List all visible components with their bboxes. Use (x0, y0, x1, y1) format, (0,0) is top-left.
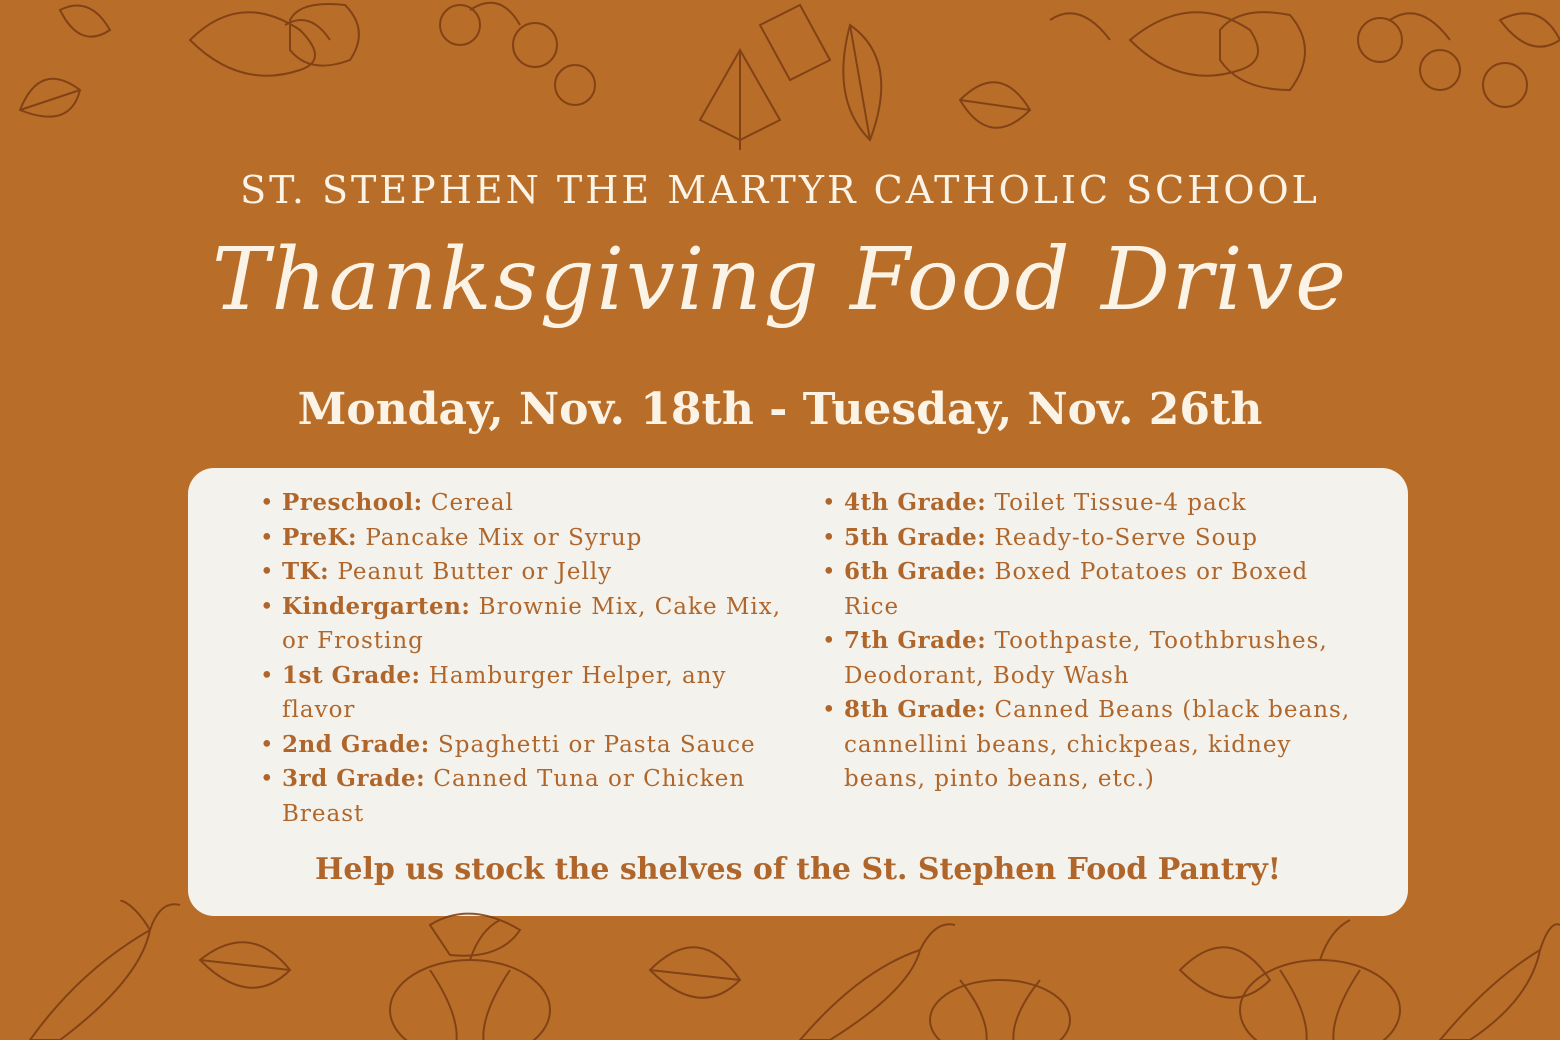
carrot-icon (800, 924, 955, 1040)
acorn-icon (190, 12, 330, 75)
harvest-border-bottom (0, 900, 1560, 1040)
pumpkin-icon (1240, 920, 1400, 1040)
acorn-icon (290, 4, 359, 66)
leaf-icon (1500, 13, 1560, 46)
school-name: ST. STEPHEN THE MARTYR CATHOLIC SCHOOL (240, 168, 1320, 212)
leaf-icon (700, 5, 881, 150)
list-item: • 7th Grade: Toothpaste, Toothbrushes, Deodorant, Body Wash (820, 624, 1370, 693)
berry-icon (440, 3, 595, 105)
pumpkin-icon (390, 914, 550, 1040)
list-item: • 3rd Grade: Canned Tuna or Chicken Breast (258, 762, 788, 831)
list-item: • 4th Grade: Toilet Tissue-4 pack (820, 486, 1370, 521)
list-item: • 5th Grade: Ready-to-Serve Soup (820, 521, 1370, 556)
grade-list-right (820, 486, 1370, 797)
leaf-icon (200, 942, 290, 988)
footer-message: Help us stock the shelves of the St. Stephen Food Pantry! (315, 852, 1281, 887)
page-title: Thanksgiving Food Drive (211, 230, 1349, 330)
list-item: • 8th Grade: Canned Beans (black beans, cannellini beans, chickpeas, kidney beans, pinto beans, etc.) (820, 693, 1370, 797)
berry-icon (1358, 13, 1527, 107)
list-item: • TK: Peanut Butter or Jelly (258, 555, 788, 590)
leaf-icon (20, 6, 110, 117)
leaf-icon (650, 947, 740, 998)
list-item: • Preschool: Cereal (258, 486, 788, 521)
acorn-icon (1130, 12, 1305, 90)
list-item: • Kindergarten: Brownie Mix, Cake Mix, or Frosting (258, 590, 788, 659)
drive-dates: Monday, Nov. 18th - Tuesday, Nov. 26th (297, 384, 1263, 435)
carrot-icon (30, 900, 180, 1040)
list-item: • 2nd Grade: Spaghetti or Pasta Sauce (258, 728, 788, 763)
donation-card (188, 468, 1408, 916)
autumn-leaves-border-top (0, 0, 1560, 160)
list-item: • 6th Grade: Boxed Potatoes or Boxed Rice (820, 555, 1370, 624)
leaf-icon (1180, 947, 1270, 998)
list-item: • PreK: Pancake Mix or Syrup (258, 521, 788, 556)
list-item: • 1st Grade: Hamburger Helper, any flavor (258, 659, 788, 728)
carrot-icon (1440, 924, 1560, 1040)
leaf-icon (960, 13, 1110, 127)
grade-list-left (258, 486, 788, 831)
pumpkin-icon (930, 980, 1070, 1040)
